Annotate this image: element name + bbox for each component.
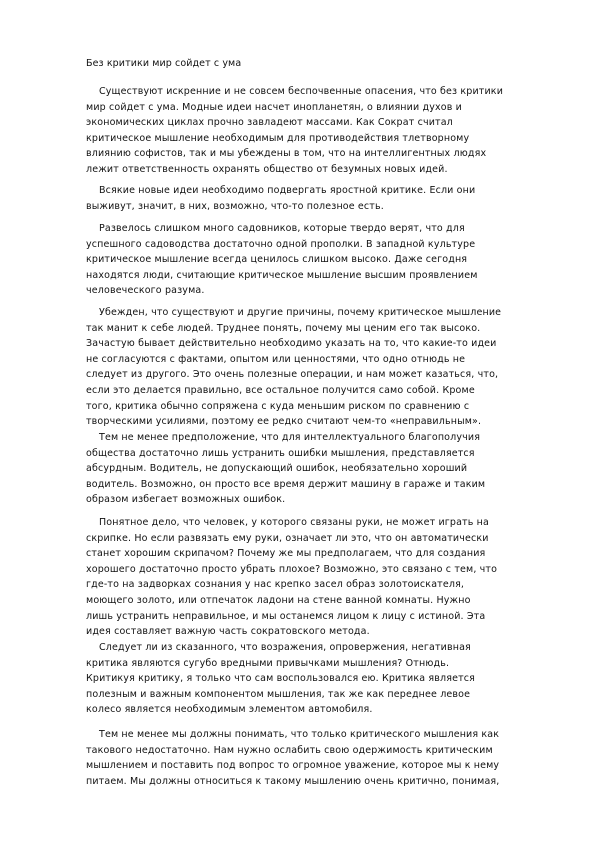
paragraph-line: критика являются сугубо вредными привычками мышления? Отнюдь. — [86, 657, 450, 669]
paragraph-line: Всякие новые идеи необходимо подвергать яростной критике. Если они — [99, 185, 476, 196]
paragraph-line: Развелось слишком много садовников, которые твердо верят, что для — [99, 223, 465, 234]
paragraph-line: Убежден, что существуют и другие причины, почему критическое мышление — [99, 307, 502, 318]
paragraph-line: лежит ответственность охранять общество от безумных новых идей. — [86, 163, 448, 175]
paragraph-line: станет хорошим скрипачом? Почему же мы предполагаем, что для создания — [86, 548, 486, 560]
paragraph-line: не согласуются с фактами, опытом или ценностями, что одно отнюдь не — [86, 353, 466, 365]
paragraph — [86, 221, 546, 299]
paragraph-line: Существуют искренние и не совсем беспочвенные опасения, что без критики — [99, 86, 504, 97]
paragraph-line: водитель. Возможно, он просто все время держит машину в гараже и таким — [86, 478, 486, 490]
paragraph-line: выживут, значит, в них, возможно, что-то полезное есть. — [86, 200, 384, 212]
paragraph-line: общества достаточно лишь устранить ошибки мышления, представляется — [86, 447, 475, 459]
paragraph-line: мышлением и поставить под вопрос то огромное уважение, которое мы к нему — [86, 760, 500, 772]
paragraph-line: такового недостаточно. Нам нужно ослабить свою одержимость критическим — [86, 744, 493, 756]
paragraph-line: творческими усилиями, поэтому ее редко считают чем-то «неправильным». — [86, 416, 482, 428]
paragraph-line: где-то на задворках сознания у нас крепко засел образ золотоискателя, — [86, 579, 465, 591]
paragraph-line: влиянию софистов, так и мы убеждены в том, что на интеллигентных людях — [86, 148, 487, 160]
paragraph-line: экономических циклах прочно завладеют массами. Как Сократ считал — [86, 117, 453, 129]
paragraph-line: Зачастую бывает действительно необходимо указать на то, что какие-то идеи — [86, 338, 497, 350]
paragraph-line: человеческого разума. — [86, 285, 205, 297]
paragraph — [86, 430, 546, 508]
paragraph-line: если это делается правильно, все остальное получится само собой. Кроме — [86, 384, 475, 396]
paragraph-line: хорошего достаточно просто убрать плохое? Возможно, это связано с тем, что — [86, 563, 498, 575]
paragraph-line: успешного садоводства достаточно одной прополки. В западной культуре — [86, 238, 476, 250]
paragraph-line: абсурдным. Водитель, не допускающий ошибок, необязательно хороший — [86, 463, 468, 475]
paragraph — [86, 640, 546, 718]
paragraph-line: Тем не менее предположение, что для интеллектуального благополучия — [99, 432, 481, 443]
paragraph-line: Тем не менее мы должны понимать, что только критического мышления как — [99, 729, 500, 740]
paragraph-line: мир сойдет с ума. Модные идеи насчет инопланетян, о влиянии духов и — [86, 101, 462, 113]
paragraph-line: критическое мышление необходимым для противодействия тлетворному — [86, 132, 470, 144]
paragraph-line: моющего золото, или отпечаток ладони на стене ванной комнаты. Нужно — [86, 594, 471, 606]
paragraph — [86, 183, 546, 214]
paragraph — [86, 305, 546, 430]
paragraph-line: полезным и важным компонентом мышления, так же как переднее левое — [86, 688, 471, 700]
paragraph — [86, 84, 546, 178]
paragraph — [86, 515, 546, 640]
paragraph-line: скрипке. Но если развязать ему руки, означает ли это, что он автоматически — [86, 532, 489, 544]
paragraph-line: того, критика обычно сопряжена с куда меньшим риском по сравнению с — [86, 400, 470, 412]
paragraph-line: питаем. Мы должны относиться к такому мышлению очень критично, понимая, — [86, 775, 500, 787]
paragraph-line: находятся люди, считающие критическое мышление высшим проявлением — [86, 269, 478, 281]
paragraph-line: Понятное дело, что человек, у которого связаны руки, не может играть на — [99, 517, 489, 528]
paragraph-line: так манит к себе людей. Труднее понять, почему мы ценим его так высоко. — [86, 322, 481, 334]
paragraph-line: образом избегает возможных ошибок. — [86, 494, 286, 506]
paragraph-line: колесо является необходимым элементом автомобиля. — [86, 704, 373, 716]
paragraph-line: критическое мышление всегда ценилось слишком высоко. Даже сегодня — [86, 254, 468, 266]
paragraph-line: идея составляет важную часть сократовского метода. — [86, 626, 370, 638]
paragraph-line: лишь устранить неправильное, и мы останемся лицом к лицу с истиной. Эта — [86, 610, 486, 622]
paragraph — [86, 727, 546, 789]
document-title: Без критики мир сойдет с ума — [86, 58, 242, 69]
paragraph-line: Критикуя критику, я только что сам воспользовался ею. Критика является — [86, 673, 476, 685]
paragraph-line: следует из другого. Это очень полезные операции, и нам может казаться, что, — [86, 369, 499, 381]
paragraph-line: Следует ли из сказанного, что возражения, опровержения, негативная — [99, 642, 471, 653]
